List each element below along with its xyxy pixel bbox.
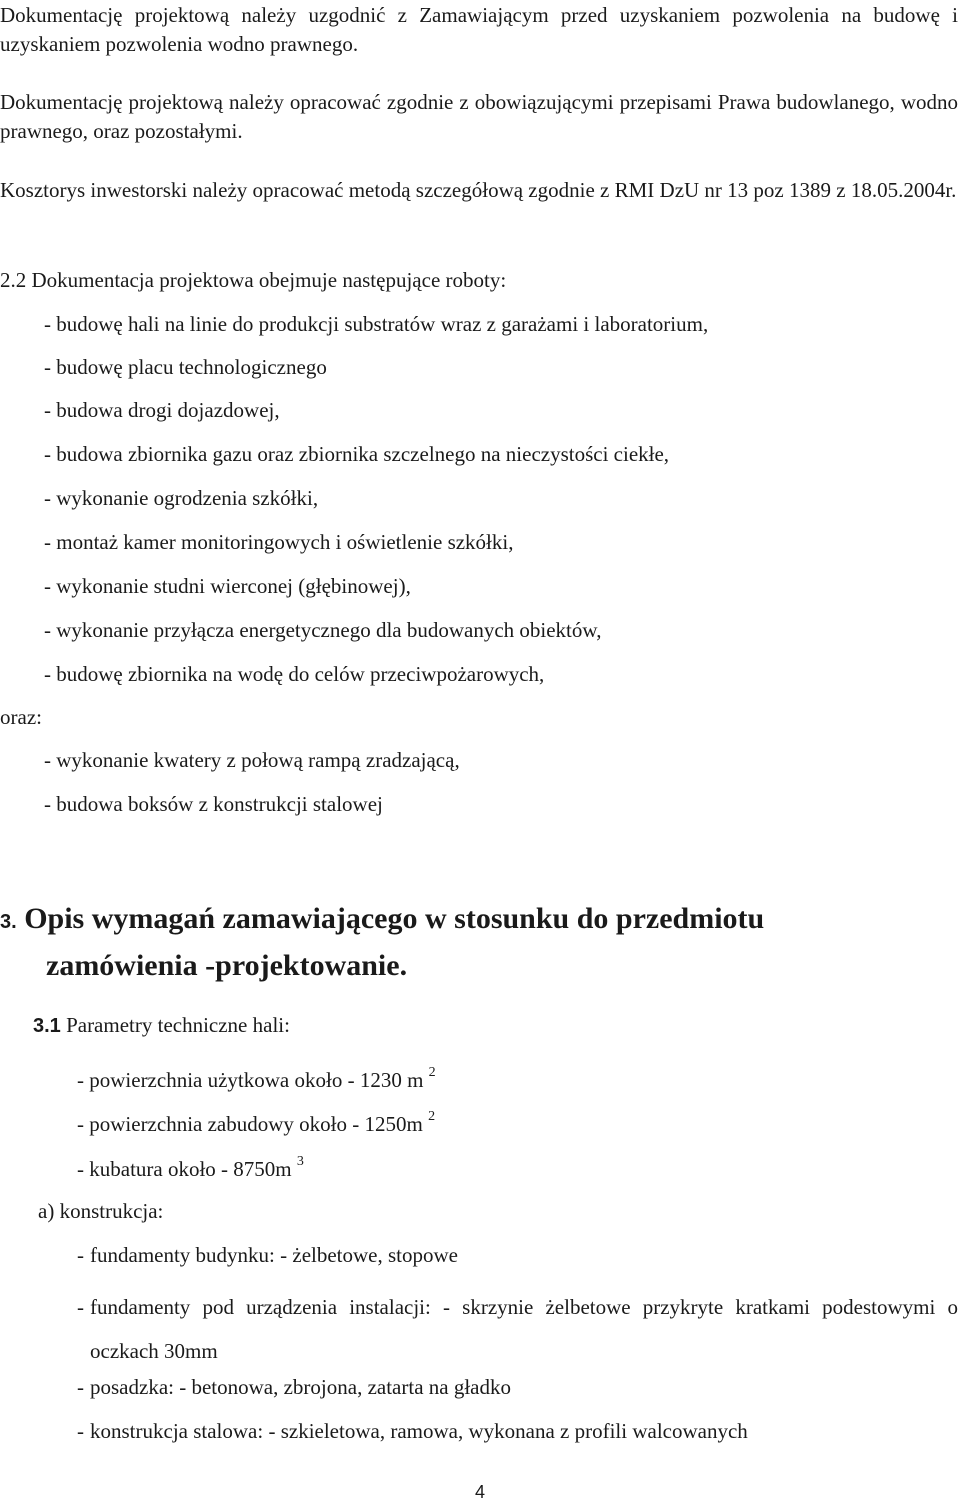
list-item: - montaż kamer monitoringowych i oświetlenie szkółki, — [44, 530, 514, 554]
construction-item — [77, 1285, 958, 1373]
section-3-title-line1: Opis wymagań zamawiającego w stosunku do przedmiotu — [24, 902, 765, 935]
item-dash: - — [77, 1375, 84, 1399]
intro-paragraph-1: Dokumentację projektową należy uzgodnić z Zamawiającym przed uzyskaniem pozwolenia na budowę i uzyskaniem pozwolenia wodno prawnego. — [0, 3, 958, 56]
param-item — [77, 1066, 436, 1095]
section-3-heading — [0, 897, 900, 988]
intro-paragraph-2: Dokumentację projektową należy opracować zgodnie z obowiązującymi przepisami Prawa budowlanego, wodno prawnego, oraz pozostałymi. — [0, 90, 958, 143]
param-superscript: 2 — [428, 1109, 436, 1124]
param-text: - powierzchnia użytkowa około - 1230 m — [77, 1068, 429, 1092]
list-item: - budowę zbiornika na wodę do celów przeciwpożarowych, — [44, 662, 545, 686]
list-item: - wykonanie przyłącza energetycznego dla budowanych obiektów, — [44, 618, 602, 642]
construction-item — [77, 1241, 958, 1270]
list-item: - wykonanie kwatery z połową rampą zradzającą, — [44, 748, 460, 772]
page-number: 4 — [474, 1482, 485, 1502]
intro-paragraph-3: Kosztorys inwestorski należy opracować metodą szczegółową zgodnie z RMI DzU nr 13 poz 1389 z 18.05.2004r. — [0, 178, 957, 202]
param-item — [77, 1110, 435, 1139]
construction-label: a) konstrukcja: — [38, 1199, 164, 1223]
list-item: - budowa zbiornika gazu oraz zbiornika szczelnego na nieczystości ciekłe, — [44, 442, 670, 466]
section-3-1-title: Parametry techniczne hali: — [60, 1013, 290, 1037]
list-item: - wykonanie studni wierconej (głębinowej), — [44, 574, 411, 598]
list-item: - budowa drogi dojazdowej, — [44, 398, 280, 422]
oraz-label: oraz: — [0, 705, 42, 729]
section-3-1-number: 3.1 — [33, 1015, 61, 1037]
param-text: - powierzchnia zabudowy około - 1250m — [77, 1112, 429, 1136]
param-text: - kubatura około - 8750m — [77, 1157, 297, 1181]
item-dash: - — [77, 1243, 84, 1267]
list-item: - wykonanie ogrodzenia szkółki, — [44, 486, 319, 510]
list-item: - budowę hali na linie do produkcji substratów wraz z garażami i laboratorium, — [44, 312, 709, 336]
item-text: konstrukcja stalowa: - szkieletowa, ramowa, wykonana z profili walcowanych — [90, 1419, 748, 1443]
section-3-number: 3. — [0, 911, 17, 933]
section-3-1-heading — [33, 1011, 290, 1041]
section-3-title-line2: zamówienia -projektowanie. — [46, 949, 408, 982]
item-dash: - — [77, 1295, 84, 1319]
item-text: posadzka: - betonowa, zbrojona, zatarta na gładko — [90, 1375, 511, 1399]
section-2-2-heading: 2.2 Dokumentacja projektowa obejmuje następujące roboty: — [0, 268, 507, 292]
construction-item — [77, 1373, 958, 1402]
item-text: fundamenty budynku: - żelbetowe, stopowe — [90, 1243, 458, 1267]
item-dash: - — [77, 1419, 84, 1443]
param-superscript: 3 — [296, 1154, 304, 1169]
param-item — [77, 1155, 304, 1184]
list-item: - budowę placu technologicznego — [44, 355, 327, 379]
list-item: - budowa boksów z konstrukcji stalowej — [44, 792, 383, 816]
construction-item — [77, 1417, 958, 1446]
param-superscript: 2 — [428, 1065, 436, 1080]
item-text: fundamenty pod urządzenia instalacji: - skrzynie żelbetowe przykryte kratkami podestowymi o oczkach 30mm — [90, 1295, 958, 1363]
